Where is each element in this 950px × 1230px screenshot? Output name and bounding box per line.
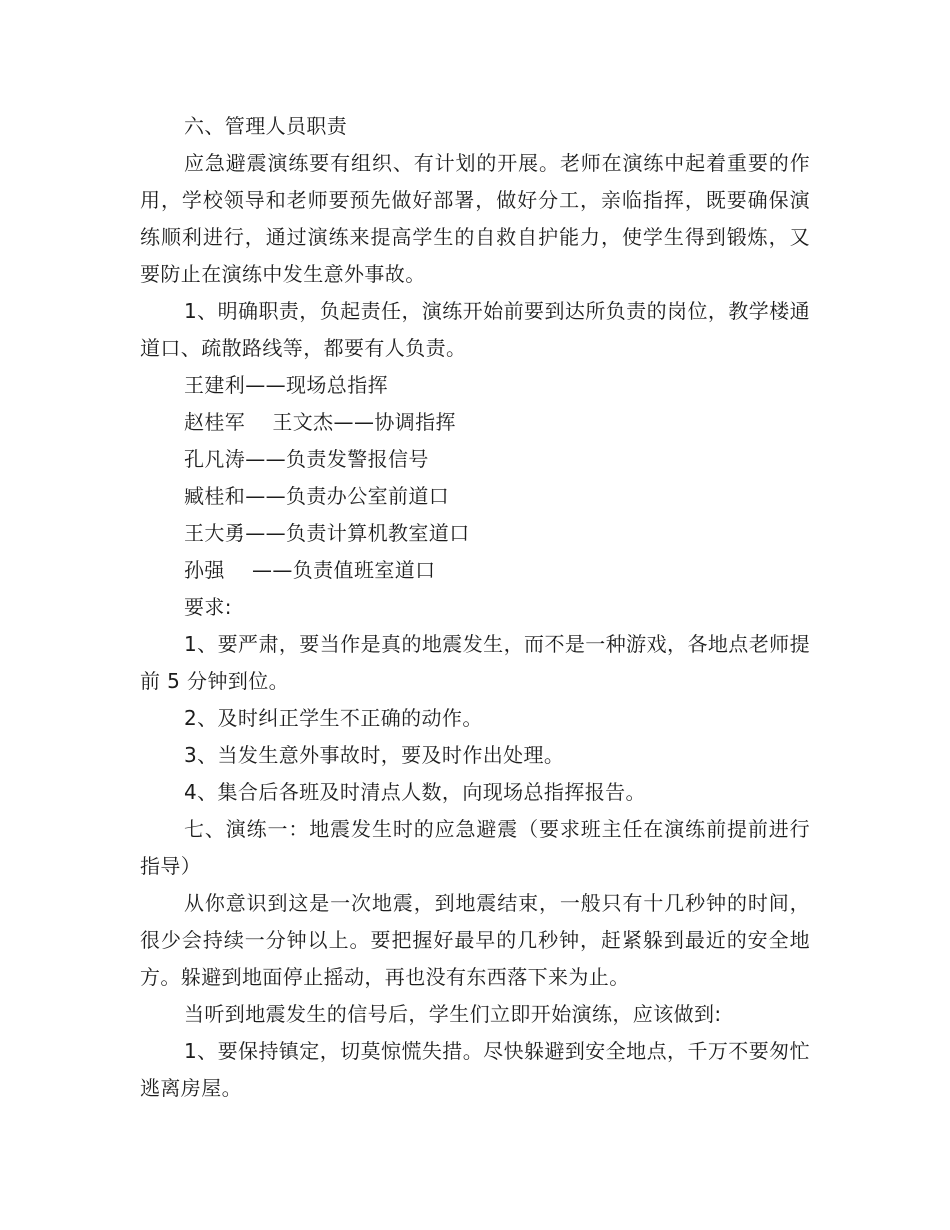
requirement-item-4: 4、集合后各班及时清点人数，向现场总指挥报告。 xyxy=(184,780,646,804)
staff-line-commander: 王建利——现场总指挥 xyxy=(184,373,388,397)
section-heading-six: 六、管理人员职责 xyxy=(184,114,348,138)
intro-paragraph: 应急避震演练要有组织、有计划的开展。老师在演练中起着重要的作用，学校领导和老师要预先做好部署，做好分工，亲临指挥，既要确保演练顺利进行，通过演练来提高学生的自救自护能力，使学生得到锻炼，又要防止在演练中发生意外事故。 xyxy=(140,151,810,286)
staff-line-office-passage: 臧桂和——负责办公室前道口 xyxy=(184,484,450,508)
requirement-item-2: 2、及时纠正学生不正确的动作。 xyxy=(184,706,483,730)
requirement-item-3: 3、当发生意外事故时，要及时作出处理。 xyxy=(184,743,565,767)
document-body xyxy=(140,108,810,1107)
section-heading-seven: 七、演练一：地震发生时的应急避震（要求班主任在演练前提前进行指导） xyxy=(140,817,810,878)
staff-line-duty-room-passage: 孙强 ——负责值班室道口 xyxy=(184,558,436,582)
staff-line-alarm: 孔凡涛——负责发警报信号 xyxy=(184,447,429,471)
signal-instruction-paragraph: 当听到地震发生的信号后，学生们立即开始演练，应该做到: xyxy=(184,1002,722,1026)
requirements-label: 要求: xyxy=(184,595,232,619)
requirement-item-1: 1、要严肃，要当作是真的地震发生，而不是一种游戏，各地点老师提前 5 分钟到位。 xyxy=(140,632,810,693)
staff-line-coordinators: 赵桂军 王文杰——协调指挥 xyxy=(184,410,456,434)
staff-line-computer-room-passage: 王大勇——负责计算机教室道口 xyxy=(184,521,470,545)
drill-step-1: 1、要保持镇定，切莫惊慌失措。尽快躲避到安全地点，千万不要匆忙逃离房屋。 xyxy=(140,1039,810,1100)
earthquake-timing-paragraph: 从你意识到这是一次地震，到地震结束，一般只有十几秒钟的时间，很少会持续一分钟以上。要把握好最早的几秒钟，赶紧躲到最近的安全地方。躲避到地面停止摇动，再也没有东西落下来为止。 xyxy=(140,891,810,989)
duty-item-1: 1、明确职责，负起责任，演练开始前要到达所负责的岗位，教学楼通道口、疏散路线等，都要有人负责。 xyxy=(140,299,810,360)
